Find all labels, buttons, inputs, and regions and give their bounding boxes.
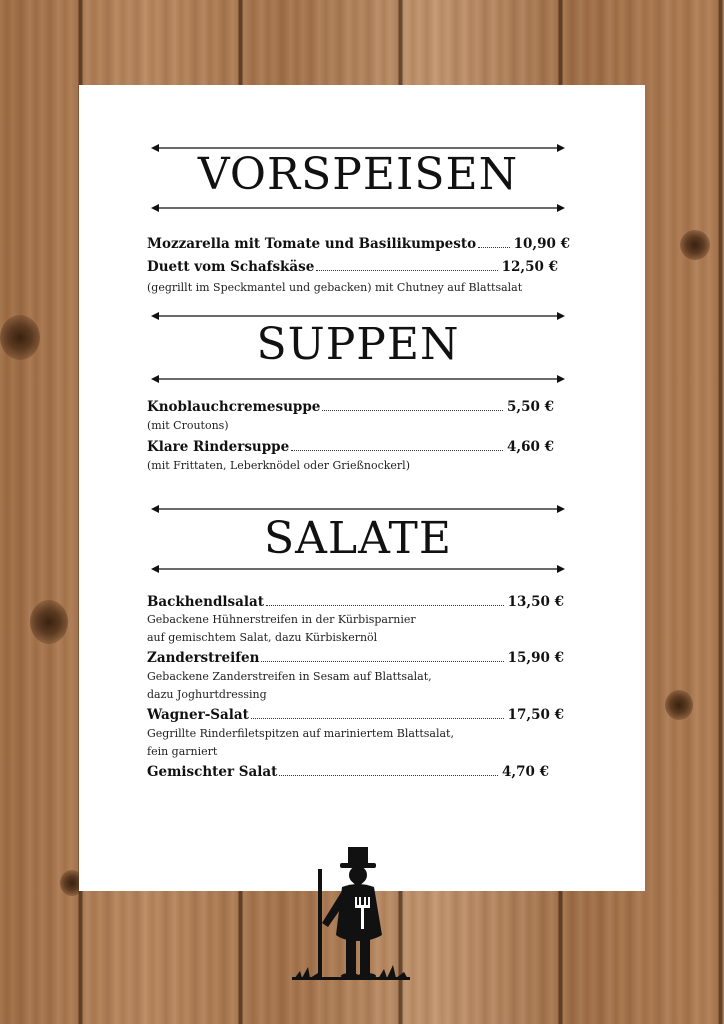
dot-leader [266, 604, 504, 606]
item-description [147, 668, 432, 704]
dot-leader [251, 717, 504, 719]
section-title-vorspeisen: VORSPEISEN [197, 149, 519, 200]
item-name: Zanderstreifen [147, 650, 260, 666]
farmer-with-pitchfork-logo [292, 845, 412, 981]
item-price: 17,50 € [507, 707, 564, 723]
item-description: (gegrillt im Speckmantel und gebacken) mit Chutney auf Blattsalat [147, 281, 523, 294]
dot-leader [291, 449, 503, 451]
dot-leader [322, 409, 503, 411]
wood-knot [30, 600, 68, 644]
menu-item [147, 439, 554, 455]
section-title-suppen: SUPPEN [256, 319, 460, 370]
menu-item [147, 259, 558, 275]
item-name: Mozzarella mit Tomate und Basilikumpesto [147, 236, 477, 252]
wood-knot [0, 315, 40, 360]
item-description-line: Gebackene Hühnerstreifen in der Kürbisparnier [147, 613, 416, 626]
wood-knot [680, 230, 710, 260]
dot-leader [279, 774, 498, 776]
dot-leader [478, 246, 510, 248]
item-description-line: auf gemischtem Salat, dazu Kürbiskernöl [147, 631, 378, 644]
arrow-rule [151, 505, 565, 513]
item-description-line: dazu Joghurtdressing [147, 688, 267, 701]
item-description: (mit Croutons) [147, 419, 229, 432]
item-description: (mit Frittaten, Leberknödel oder Grießnockerl) [147, 459, 410, 472]
item-description-line: fein garniert [147, 745, 218, 758]
item-price: 4,60 € [507, 439, 554, 455]
item-name: Gemischter Salat [147, 764, 278, 780]
arrow-rule [151, 204, 565, 212]
arrow-rule [151, 375, 565, 383]
menu-item [147, 707, 564, 723]
section-title-salate: SALATE [264, 513, 452, 564]
item-description-line: Gegrillte Rinderfiletspitzen auf mariniertem Blattsalat, [147, 727, 454, 740]
menu-item [147, 650, 564, 666]
item-name: Duett vom Schafskäse [147, 259, 315, 275]
item-description-line: Gebackene Zanderstreifen in Sesam auf Blattsalat, [147, 670, 432, 683]
dot-leader [261, 660, 503, 662]
menu-item [147, 399, 554, 415]
item-name: Backhendlsalat [147, 594, 264, 610]
item-price: 4,70 € [502, 764, 549, 780]
menu-item [147, 594, 564, 610]
item-name: Wagner-Salat [147, 707, 249, 723]
item-description [147, 725, 454, 761]
item-price: 12,50 € [501, 259, 558, 275]
item-price: 5,50 € [507, 399, 554, 415]
item-name: Klare Rindersuppe [147, 439, 290, 455]
item-price: 10,90 € [513, 236, 570, 252]
menu-item [147, 236, 570, 252]
wood-knot [665, 690, 693, 720]
dot-leader [316, 269, 497, 271]
item-name: Knoblauchcremesuppe [147, 399, 321, 415]
item-price: 15,90 € [507, 650, 564, 666]
menu-item [147, 764, 549, 780]
arrow-rule [151, 565, 565, 573]
item-description [147, 611, 416, 647]
item-price: 13,50 € [507, 594, 564, 610]
